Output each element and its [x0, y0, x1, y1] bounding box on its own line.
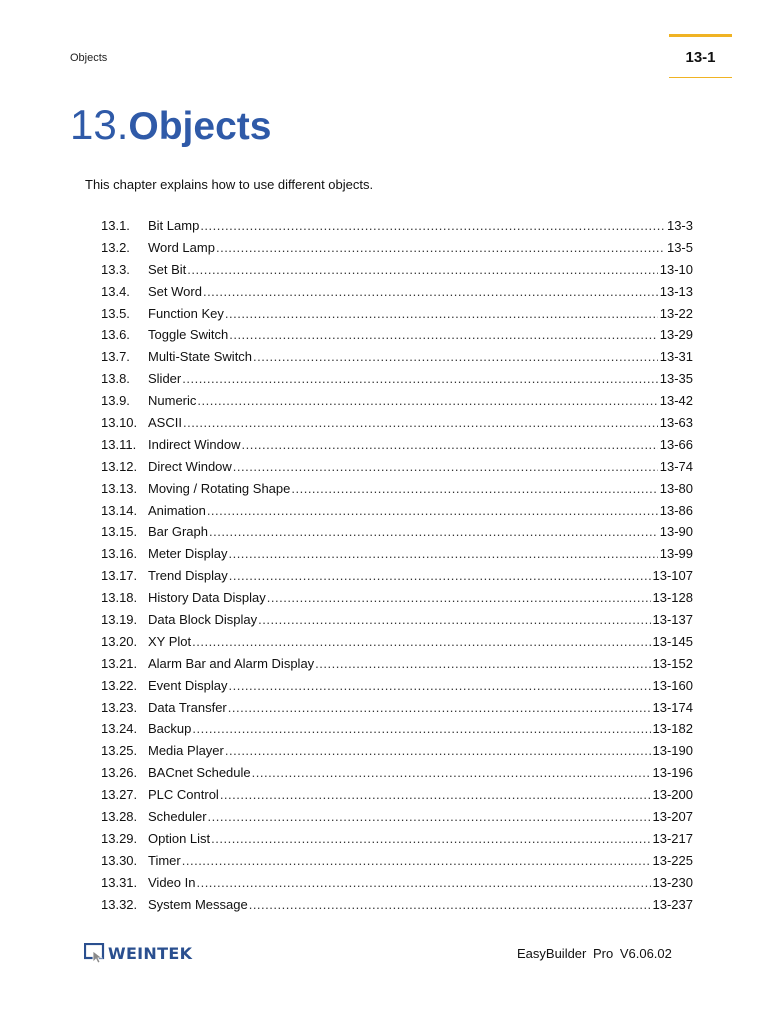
toc-entry-page: 13-74 [659, 458, 693, 474]
toc-dot-leader [183, 415, 658, 430]
toc-entry[interactable] [101, 700, 693, 722]
toc-entry[interactable] [101, 240, 693, 262]
toc-entry[interactable] [101, 590, 693, 612]
toc-entry-number: 13.29. [101, 830, 138, 846]
toc-entry-title: Bar Graph [148, 524, 208, 540]
toc-entry-number: 13.14. [101, 502, 138, 518]
toc-entry-title: Animation [148, 502, 206, 518]
toc-entry[interactable] [101, 327, 693, 349]
toc-dot-leader [192, 721, 650, 736]
toc-entry-title: Set Bit [148, 261, 187, 277]
toc-entry[interactable] [101, 853, 693, 875]
toc-entry-number: 13.8. [101, 371, 130, 387]
toc-entry-page: 13-152 [652, 655, 693, 671]
toc-entry-number: 13.18. [101, 590, 138, 606]
toc-entry-number: 13.21. [101, 655, 138, 671]
toc-dot-leader [267, 590, 651, 605]
toc-dot-leader [187, 262, 657, 277]
toc-entry[interactable] [101, 897, 693, 919]
toc-entry-number: 13.19. [101, 612, 138, 628]
toc-entry-title: Slider [148, 371, 182, 387]
toc-entry-number: 13.32. [101, 896, 138, 912]
running-head: Objects [70, 52, 108, 64]
toc-entry[interactable] [101, 875, 693, 897]
chapter-number: 13. [70, 101, 129, 148]
toc-entry-title: Backup [148, 721, 192, 737]
toc-entry-number: 13.31. [101, 874, 138, 890]
toc-dot-leader [220, 787, 651, 802]
toc-entry-number: 13.26. [101, 765, 138, 781]
footer-version: EasyBuilder Pro V6.06.02 [517, 946, 672, 961]
toc-entry[interactable] [101, 678, 693, 700]
toc-entry[interactable] [101, 262, 693, 284]
toc-entry[interactable] [101, 481, 693, 503]
toc-dot-leader [258, 612, 650, 627]
toc-dot-leader [192, 634, 650, 649]
toc-entry-page: 13-63 [659, 415, 693, 431]
toc-entry-title: BACnet Schedule [148, 765, 251, 781]
toc-dot-leader [182, 371, 658, 386]
toc-entry-title: Word Lamp [148, 239, 215, 255]
toc-entry-number: 13.7. [101, 349, 130, 365]
toc-entry-title: Data Transfer [148, 699, 227, 715]
toc-entry[interactable] [101, 306, 693, 328]
toc-entry-page: 13-35 [659, 371, 693, 387]
toc-entry[interactable] [101, 809, 693, 831]
toc-entry-title: Data Block Display [148, 612, 258, 628]
toc-entry-title: Function Key [148, 305, 224, 321]
toc-entry-number: 13.4. [101, 283, 130, 299]
toc-dot-leader [228, 678, 650, 693]
toc-dot-leader [315, 656, 650, 671]
toc-dot-leader [203, 284, 658, 299]
toc-entry-title: Event Display [148, 677, 228, 693]
toc-entry-title: Indirect Window [148, 436, 241, 452]
toc-entry-page: 13-80 [659, 480, 693, 496]
toc-entry-number: 13.5. [101, 305, 130, 321]
toc-entry-page: 13-182 [652, 721, 693, 737]
toc-dot-leader [197, 393, 657, 408]
toc-entry-page: 13-13 [659, 283, 693, 299]
toc-entry[interactable] [101, 721, 693, 743]
toc-entry-page: 13-190 [652, 743, 693, 759]
toc-entry-title: Bit Lamp [148, 218, 200, 233]
weintek-logo-text: WEINTEK [108, 943, 193, 963]
toc-entry-title: Multi-State Switch [148, 349, 253, 365]
toc-dot-leader [200, 218, 665, 233]
chapter-name: Objects [128, 105, 272, 148]
toc-entry-title: Trend Display [148, 568, 228, 584]
toc-dot-leader [233, 459, 658, 474]
toc-entry-page: 13-230 [652, 874, 693, 890]
toc-entry-page: 13-128 [652, 590, 693, 606]
toc-entry-title: Option List [148, 830, 211, 846]
toc-entry-number: 13.24. [101, 721, 138, 737]
toc-entry[interactable] [101, 656, 693, 678]
toc-entry[interactable] [101, 371, 693, 393]
toc-entry-number: 13.22. [101, 677, 138, 693]
chapter-title [70, 101, 272, 148]
toc-entry-page: 13-5 [666, 239, 693, 255]
toc-dot-leader [209, 524, 658, 539]
toc-entry-number: 13.17. [101, 568, 138, 584]
toc-dot-leader [229, 568, 651, 583]
toc-entry-number: 13.16. [101, 546, 138, 562]
toc-entry-page: 13-160 [652, 677, 693, 693]
toc-dot-leader [228, 546, 657, 561]
toc-entry-number: 13.27. [101, 787, 138, 803]
toc-entry-number: 13.23. [101, 699, 138, 715]
toc-dot-leader [211, 831, 650, 846]
toc-entry-title: History Data Display [148, 590, 266, 606]
toc-entry[interactable] [101, 612, 693, 634]
toc-dot-leader [291, 481, 657, 496]
toc-entry-title: Moving / Rotating Shape [148, 480, 291, 496]
toc-entry-page: 13-22 [659, 305, 693, 321]
chapter-intro: This chapter explains how to use different objects. [85, 177, 374, 192]
toc-entry-number: 13.6. [101, 327, 130, 343]
toc-entry-page: 13-137 [652, 612, 693, 628]
toc-entry[interactable] [101, 437, 693, 459]
toc-entry-title: Timer [148, 852, 181, 868]
toc-entry[interactable] [101, 634, 693, 656]
toc-entry-page: 13-237 [652, 896, 693, 912]
toc-entry-title: System Message [148, 896, 248, 912]
page-number [669, 34, 732, 78]
toc-entry-title: Media Player [148, 743, 224, 759]
toc-entry-number: 13.25. [101, 743, 138, 759]
toc-entry-page: 13-145 [652, 633, 693, 649]
toc-entry[interactable] [101, 218, 693, 240]
toc-entry-page: 13-42 [659, 393, 693, 409]
toc-dot-leader [253, 349, 658, 364]
toc-entry-page: 13-200 [652, 787, 693, 803]
toc-entry-title: Meter Display [148, 546, 228, 562]
toc-entry[interactable] [101, 415, 693, 437]
weintek-logo [84, 943, 192, 963]
toc-entry[interactable] [101, 568, 693, 590]
weintek-logo-icon [84, 943, 106, 963]
toc-entry-number: 13.12. [101, 458, 138, 474]
toc-entry-page: 13-207 [652, 809, 693, 825]
toc-entry-page: 13-10 [659, 261, 693, 277]
toc-entry-number: 13.10. [101, 415, 138, 431]
toc-entry-page: 13-107 [652, 568, 693, 584]
toc-entry-page: 13-3 [666, 218, 693, 233]
toc-dot-leader [207, 503, 658, 518]
toc-entry-page: 13-196 [652, 765, 693, 781]
toc-entry[interactable] [101, 546, 693, 568]
toc-entry-number: 13.11. [101, 436, 137, 452]
toc-dot-leader [228, 700, 651, 715]
toc-entry-title: Set Word [148, 283, 202, 299]
toc-entry-number: 13.15. [101, 524, 138, 540]
toc-entry[interactable] [101, 831, 693, 853]
toc-entry-number: 13.1. [101, 218, 130, 233]
toc-entry[interactable] [101, 349, 693, 371]
toc-entry-page: 13-66 [659, 436, 693, 452]
toc-entry-number: 13.2. [101, 239, 130, 255]
toc-dot-leader [252, 765, 651, 780]
toc-dot-leader [208, 809, 651, 824]
toc-entry[interactable] [101, 765, 693, 787]
toc-entry-title: ASCII [148, 415, 182, 431]
toc-entry-title: Toggle Switch [148, 327, 229, 343]
toc-entry-title: PLC Control [148, 787, 219, 803]
toc-entry[interactable] [101, 459, 693, 481]
toc-entry[interactable] [101, 503, 693, 525]
toc-entry[interactable] [101, 524, 693, 546]
toc-entry-number: 13.28. [101, 809, 138, 825]
toc-entry-page: 13-86 [659, 502, 693, 518]
page-number-label: 13-1 [685, 48, 716, 66]
toc-entry-page: 13-174 [652, 699, 693, 715]
toc-entry-number: 13.13. [101, 480, 138, 496]
toc-entry-title: Direct Window [148, 458, 232, 474]
toc-dot-leader [182, 853, 651, 868]
toc-entry-number: 13.20. [101, 633, 138, 649]
toc-entry-page: 13-99 [659, 546, 693, 562]
toc-entry-title: Video In [148, 874, 196, 890]
toc-entry-number: 13.9. [101, 393, 130, 409]
toc-dot-leader [196, 875, 650, 890]
toc-entry-title: Numeric [148, 393, 197, 409]
toc-dot-leader [241, 437, 657, 452]
toc-entry-page: 13-225 [652, 852, 693, 868]
toc-entry[interactable] [101, 787, 693, 809]
toc-entry-title: XY Plot [148, 633, 192, 649]
toc-entry-title: Alarm Bar and Alarm Display [148, 655, 315, 671]
toc-entry[interactable] [101, 284, 693, 306]
toc-entry-page: 13-217 [652, 830, 693, 846]
toc-entry-number: 13.30. [101, 852, 138, 868]
toc-entry-number: 13.3. [101, 261, 130, 277]
toc-dot-leader [229, 327, 658, 342]
toc-dot-leader [249, 897, 651, 912]
toc-entry-page: 13-29 [659, 327, 693, 343]
toc-entry[interactable] [101, 743, 693, 765]
toc-entry-page: 13-31 [659, 349, 693, 365]
toc-entry[interactable] [101, 393, 693, 415]
toc-dot-leader [225, 743, 651, 758]
toc-dot-leader [225, 306, 658, 321]
toc-entry-page: 13-90 [659, 524, 693, 540]
toc-dot-leader [216, 240, 665, 255]
table-of-contents [101, 218, 693, 919]
toc-entry-title: Scheduler [148, 809, 207, 825]
